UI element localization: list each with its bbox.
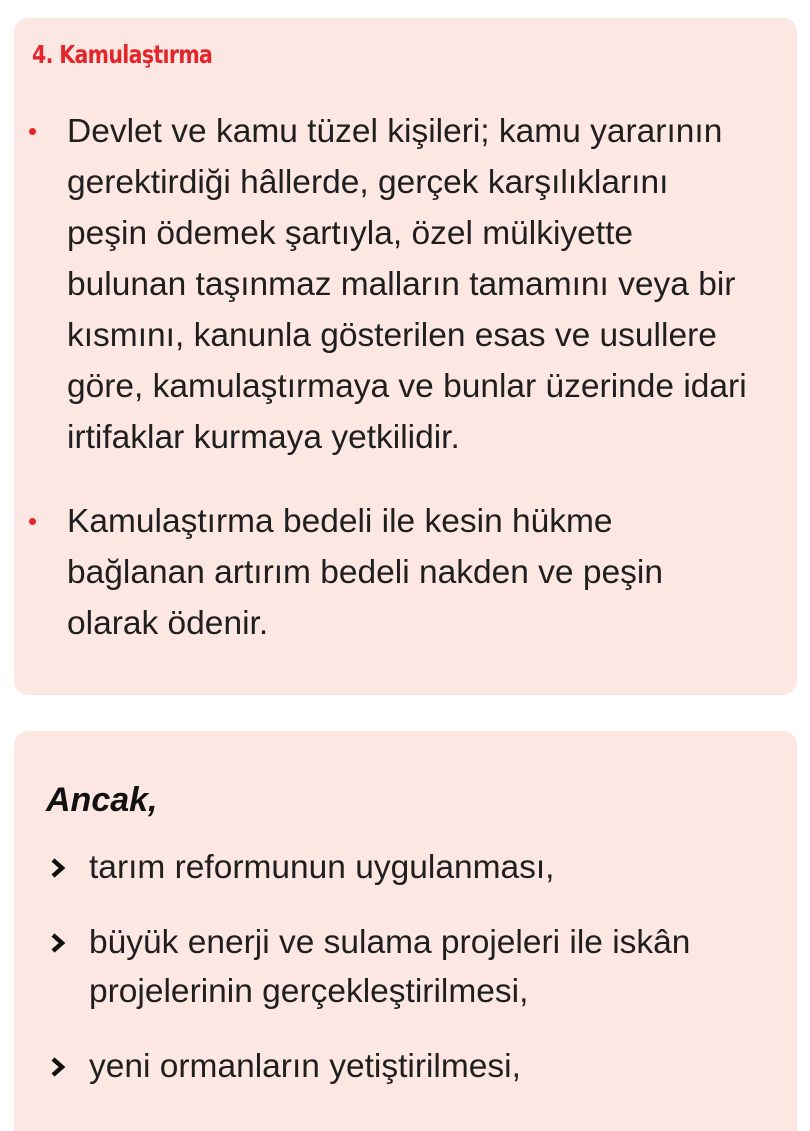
kamulastirma-card	[14, 18, 797, 695]
bullet-text: Kamulaştırma bedeli ile kesin hükme bağlanan artırım bedeli nakden ve peşin olarak ödenir.	[67, 503, 663, 642]
list-item	[14, 918, 797, 1016]
section-title: 4. Kamulaştırma	[32, 40, 213, 69]
exception-text: büyük enerji ve sulama projeleri ile iskân projelerinin gerçekleştirilmesi,	[89, 924, 691, 1010]
chevron-right-icon	[50, 1057, 66, 1077]
list-item	[14, 106, 797, 463]
list-item	[14, 1042, 797, 1091]
list-item	[14, 496, 797, 649]
dot-icon	[29, 128, 36, 135]
list-item	[14, 843, 797, 892]
exception-text: tarım reformunun uygulanması,	[89, 849, 555, 886]
bullet-text: Devlet ve kamu tüzel kişileri; kamu yararının gerektirdiği hâllerde, gerçek karşılıklarını peşin ödemek şartıyla, özel mülkiyette bulunan taşınmaz malların tamamını veya bir kısmını, kanunla gösterilen esas ve usullere göre, kamulaştırmaya ve bunlar üzerinde idari irtifaklar kurmaya yetkilidir.	[67, 113, 747, 456]
exception-text: yeni ormanların yetiştirilmesi,	[89, 1048, 521, 1085]
chevron-right-icon	[50, 933, 66, 953]
exceptions-card	[14, 731, 797, 1131]
dot-icon	[29, 518, 36, 525]
exceptions-heading: Ancak,	[46, 781, 158, 819]
chevron-right-icon	[50, 858, 66, 878]
bullet-list	[14, 106, 797, 649]
exceptions-list	[14, 843, 797, 1091]
